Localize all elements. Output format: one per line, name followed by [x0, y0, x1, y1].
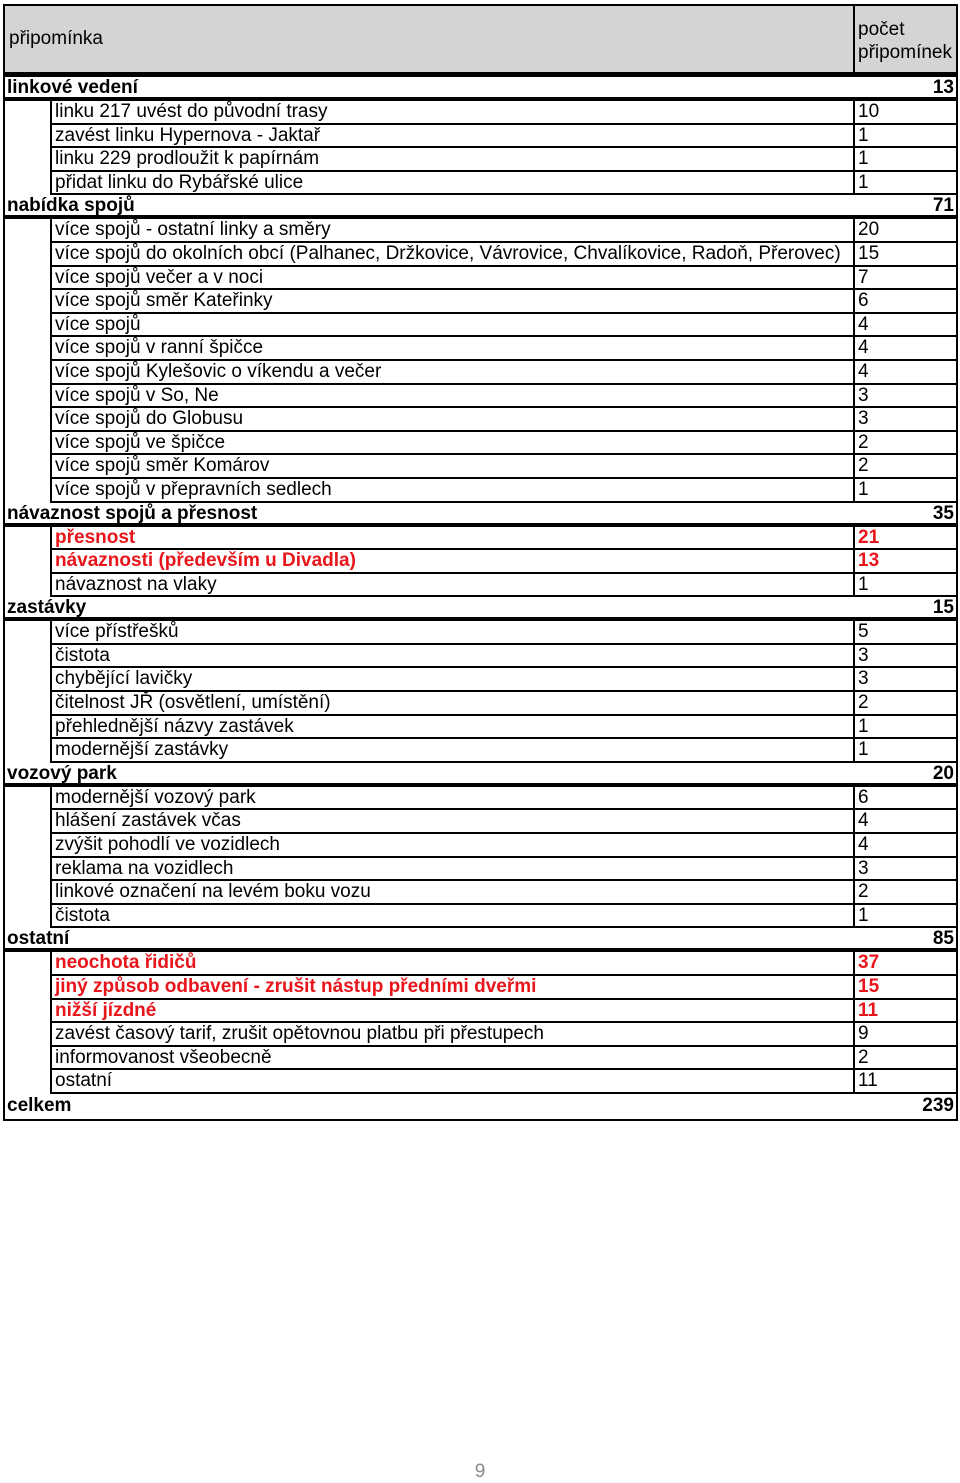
item-count: 1 [853, 739, 956, 763]
item-row [3, 527, 958, 551]
item-count: 3 [853, 668, 956, 692]
item-count: 4 [853, 361, 956, 385]
item-row [3, 408, 958, 432]
item-row [3, 337, 958, 361]
item-row [3, 834, 958, 858]
category-name: zastávky [7, 597, 87, 619]
item-indent [5, 858, 52, 882]
category-name: návaznost spojů a přesnost [7, 502, 258, 524]
item-indent [5, 527, 52, 551]
item-text: více spojů v přepravních sedlech [52, 479, 853, 503]
item-text: čistota [52, 905, 853, 929]
item-indent [5, 432, 52, 456]
item-text: čistota [52, 645, 853, 669]
grand-total-label: celkem [7, 1094, 72, 1116]
item-count: 6 [853, 290, 956, 314]
category-name: nabídka spojů [7, 195, 135, 217]
item-indent [5, 479, 52, 503]
page-number: 9 [474, 1461, 486, 1482]
item-indent [5, 574, 52, 598]
item-text: linkové označení na levém boku vozu [52, 881, 853, 905]
item-row [3, 881, 958, 905]
item-row [3, 976, 958, 1000]
item-text: více přístřešků [52, 621, 853, 645]
item-indent [5, 101, 52, 125]
item-indent [5, 219, 52, 243]
item-indent [5, 645, 52, 669]
item-count: 37 [853, 952, 956, 976]
item-indent [5, 668, 52, 692]
item-count: 11 [853, 1070, 956, 1094]
item-indent [5, 952, 52, 976]
item-indent [5, 692, 52, 716]
item-count: 6 [853, 787, 956, 811]
category-row [3, 195, 958, 219]
item-row [3, 574, 958, 598]
item-row [3, 716, 958, 740]
item-row [3, 692, 958, 716]
item-text: chybějící lavičky [52, 668, 853, 692]
category-total: 85 [932, 928, 954, 950]
item-text: ostatní [52, 1070, 853, 1094]
category-name: linkové vedení [7, 77, 138, 98]
item-count: 13 [853, 550, 956, 574]
item-row [3, 905, 958, 929]
item-text: více spojů směr Komárov [52, 455, 853, 479]
item-indent [5, 1070, 52, 1094]
item-text: hlášení zastávek včas [52, 810, 853, 834]
item-row [3, 479, 958, 503]
item-indent [5, 455, 52, 479]
item-indent [5, 1023, 52, 1047]
item-count: 2 [853, 455, 956, 479]
item-indent [5, 621, 52, 645]
item-row [3, 787, 958, 811]
item-row [3, 290, 958, 314]
item-row [3, 243, 958, 267]
item-count: 1 [853, 716, 956, 740]
item-text: neochota řidičů [52, 952, 853, 976]
item-row [3, 385, 958, 409]
table-body [3, 77, 958, 1094]
item-count: 7 [853, 267, 956, 291]
item-text: návaznosti (především u Divadla) [52, 550, 853, 574]
item-count: 4 [853, 314, 956, 338]
item-text: více spojů - ostatní linky a směry [52, 219, 853, 243]
item-indent [5, 834, 52, 858]
item-text: nižší jízdné [52, 1000, 853, 1024]
item-indent [5, 1000, 52, 1024]
item-row [3, 1023, 958, 1047]
category-total: 20 [932, 762, 954, 784]
item-text: více spojů Kylešovic o víkendu a večer [52, 361, 853, 385]
item-text: linku 229 prodloužit k papírnám [52, 148, 853, 172]
item-count: 5 [853, 621, 956, 645]
item-text: více spojů do okolních obcí (Palhanec, Držkovice, Vávrovice, Chvalíkovice, Radoň, Přerovec) [52, 243, 853, 267]
item-text: více spojů do Globusu [52, 408, 853, 432]
item-text: více spojů [52, 314, 853, 338]
item-count: 11 [853, 1000, 956, 1024]
item-row [3, 858, 958, 882]
item-indent [5, 172, 52, 196]
item-text: zvýšit pohodlí ve vozidlech [52, 834, 853, 858]
item-count: 1 [853, 479, 956, 503]
item-row [3, 432, 958, 456]
item-text: reklama na vozidlech [52, 858, 853, 882]
item-row [3, 739, 958, 763]
item-row [3, 1047, 958, 1071]
item-row [3, 219, 958, 243]
item-count: 1 [853, 905, 956, 929]
category-total: 71 [932, 195, 954, 217]
item-row [3, 550, 958, 574]
item-text: informovanost všeobecně [52, 1047, 853, 1071]
item-indent [5, 337, 52, 361]
item-count: 1 [853, 574, 956, 598]
category-name: vozový park [7, 762, 117, 784]
item-count: 9 [853, 1023, 956, 1047]
category-row [3, 928, 958, 952]
item-indent [5, 716, 52, 740]
item-count: 1 [853, 125, 956, 149]
grand-total-value: 239 [922, 1094, 954, 1116]
item-count: 4 [853, 337, 956, 361]
item-count: 10 [853, 101, 956, 125]
item-indent [5, 1047, 52, 1071]
item-row [3, 125, 958, 149]
category-total: 35 [932, 502, 954, 524]
item-row [3, 267, 958, 291]
item-count: 4 [853, 834, 956, 858]
item-count: 2 [853, 881, 956, 905]
item-row [3, 101, 958, 125]
item-indent [5, 550, 52, 574]
category-row [3, 597, 958, 621]
item-count: 20 [853, 219, 956, 243]
header-comment: připomínka [9, 28, 103, 49]
item-row [3, 621, 958, 645]
item-indent [5, 267, 52, 291]
header-count-line2: připomínek [858, 42, 952, 63]
item-count: 2 [853, 692, 956, 716]
table-header [3, 4, 958, 74]
item-indent [5, 905, 52, 929]
item-indent [5, 361, 52, 385]
item-count: 3 [853, 858, 956, 882]
item-text: modernější vozový park [52, 787, 853, 811]
item-row [3, 314, 958, 338]
item-count: 3 [853, 645, 956, 669]
category-total: 15 [932, 597, 954, 619]
item-count: 1 [853, 172, 956, 196]
item-text: zavést časový tarif, zrušit opětovnou platbu při přestupech [52, 1023, 853, 1047]
item-indent [5, 739, 52, 763]
item-text: více spojů ve špičce [52, 432, 853, 456]
item-row [3, 1000, 958, 1024]
item-indent [5, 976, 52, 1000]
item-row [3, 1070, 958, 1094]
item-indent [5, 243, 52, 267]
item-indent [5, 408, 52, 432]
item-indent [5, 125, 52, 149]
item-text: přesnost [52, 527, 853, 551]
item-text: zavést linku Hypernova - Jaktař [52, 125, 853, 149]
category-total: 13 [932, 77, 954, 98]
item-text: více spojů večer a v noci [52, 267, 853, 291]
header-count [853, 6, 956, 72]
item-indent [5, 881, 52, 905]
item-text: více spojů v So, Ne [52, 385, 853, 409]
item-count: 2 [853, 432, 956, 456]
item-row [3, 148, 958, 172]
item-text: návaznost na vlaky [52, 574, 853, 598]
item-text: čitelnost JŘ (osvětlení, umístění) [52, 692, 853, 716]
item-count: 4 [853, 810, 956, 834]
category-row [3, 503, 958, 527]
item-text: přehlednější názvy zastávek [52, 716, 853, 740]
item-indent [5, 148, 52, 172]
header-count-line1: počet [858, 19, 905, 40]
item-row [3, 668, 958, 692]
item-indent [5, 787, 52, 811]
item-text: více spojů směr Kateřinky [52, 290, 853, 314]
item-indent [5, 290, 52, 314]
item-count: 21 [853, 527, 956, 551]
item-count: 2 [853, 1047, 956, 1071]
category-row [3, 763, 958, 787]
item-row [3, 810, 958, 834]
item-text: více spojů v ranní špičce [52, 337, 853, 361]
item-indent [5, 314, 52, 338]
grand-total-row [3, 1094, 958, 1121]
category-name: ostatní [7, 928, 70, 950]
item-count: 15 [853, 976, 956, 1000]
comments-table [3, 4, 958, 1121]
item-text: linku 217 uvést do původní trasy [52, 101, 853, 125]
item-row [3, 361, 958, 385]
item-count: 15 [853, 243, 956, 267]
item-indent [5, 810, 52, 834]
item-row [3, 645, 958, 669]
item-row [3, 172, 958, 196]
item-text: modernější zastávky [52, 739, 853, 763]
item-row [3, 952, 958, 976]
item-text: přidat linku do Rybářské ulice [52, 172, 853, 196]
item-indent [5, 385, 52, 409]
item-count: 3 [853, 385, 956, 409]
item-row [3, 455, 958, 479]
category-row [3, 77, 958, 101]
item-count: 3 [853, 408, 956, 432]
item-count: 1 [853, 148, 956, 172]
item-text: jiný způsob odbavení - zrušit nástup předními dveřmi [52, 976, 853, 1000]
